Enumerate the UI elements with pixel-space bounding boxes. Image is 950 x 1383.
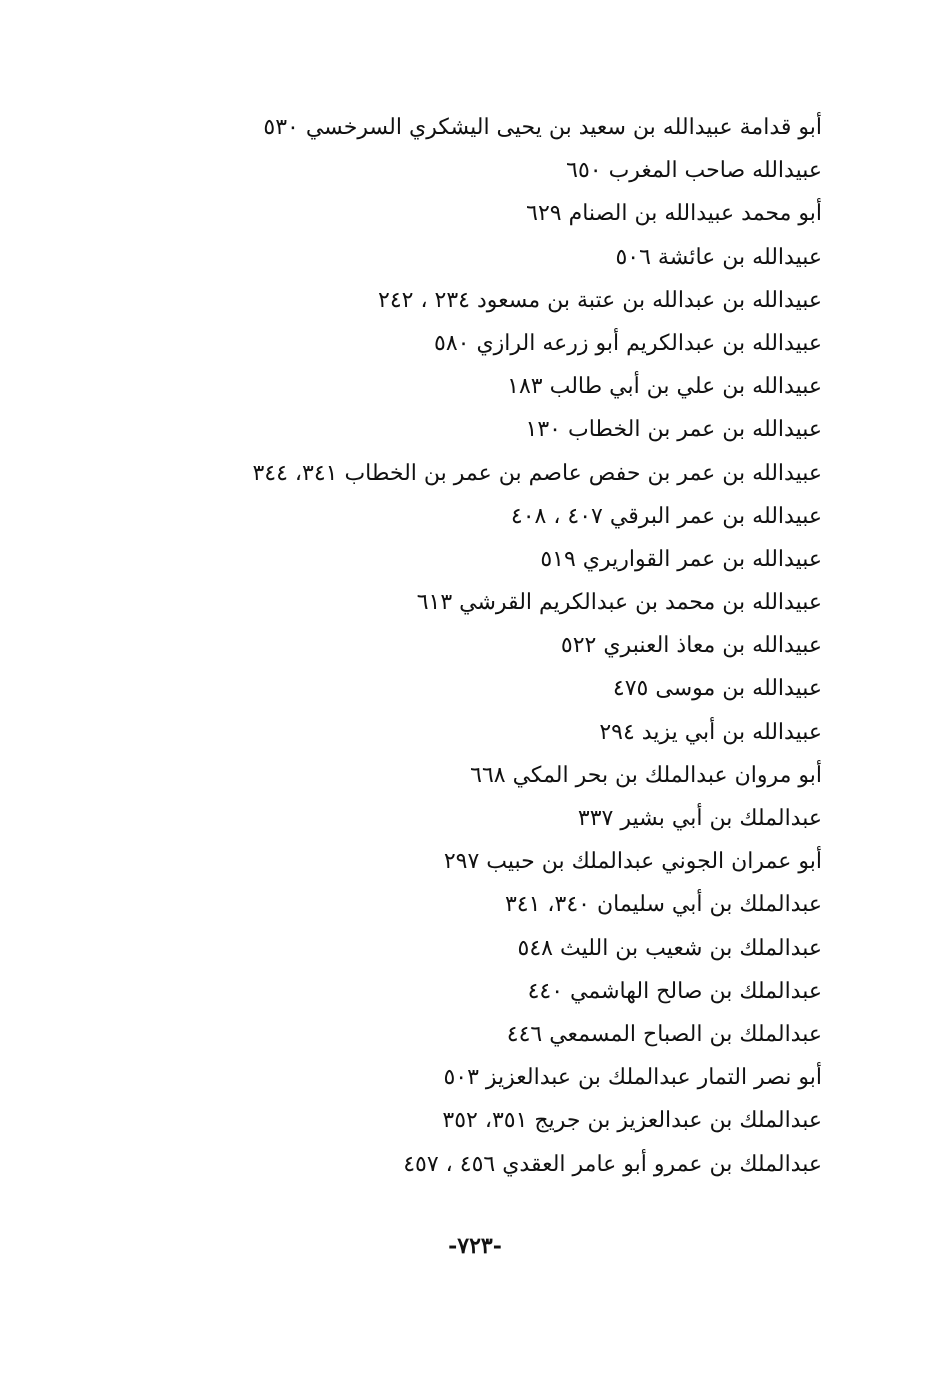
index-entry: أبو نصر التمار عبدالملك بن عبدالعزيز ٥٠٣ xyxy=(443,1065,822,1091)
index-entry: عبدالملك بن عمرو أبو عامر العقدي ٤٥٦ ، ٤٥٧ xyxy=(403,1151,822,1177)
index-entry: عبيدالله بن علي بن أبي طالب ١٨٣ xyxy=(507,374,822,400)
index-entry: عبيدالله بن محمد بن عبدالكريم القرشي ٦١٣ xyxy=(416,590,822,616)
index-entry: عبيدالله بن عبدالكريم أبو زرعه الرازي ٥٨٠ xyxy=(434,330,822,356)
name-index-list xyxy=(202,106,822,1186)
page-number: -٧٢٣- xyxy=(448,1233,502,1259)
index-entry: عبيدالله بن أبي يزيد ٢٩٤ xyxy=(599,719,822,745)
index-entry: أبو محمد عبيدالله بن الصنام ٦٢٩ xyxy=(526,201,822,227)
index-entry: عبدالملك بن شعيب بن الليث ٥٤٨ xyxy=(517,935,822,961)
index-entry: عبيدالله بن عبدالله بن عتبة بن مسعود ٢٣٤ ، ٢٤٢ xyxy=(378,287,822,313)
index-entry: عبيدالله بن عمر بن حفص عاصم بن عمر بن الخطاب ٣٤١، ٣٤٤ xyxy=(252,460,822,486)
index-entry: عبيدالله بن موسى ٤٧٥ xyxy=(612,676,822,702)
index-entry: عبيدالله بن عمر بن الخطاب ١٣٠ xyxy=(525,417,822,443)
index-entry: عبيدالله بن معاذ العنبري ٥٢٢ xyxy=(560,633,822,659)
index-entry: عبدالملك بن صالح الهاشمي ٤٤٠ xyxy=(527,978,822,1004)
index-entry: عبدالملك بن أبي بشير ٣٣٧ xyxy=(577,806,822,831)
index-entry: عبيدالله بن عائشة ٥٠٦ xyxy=(615,244,822,270)
index-entry: أبو عمران الجوني عبدالملك بن حبيب ٢٩٧ xyxy=(443,849,822,875)
index-entry: عبيدالله صاحب المغرب ٦٥٠ xyxy=(566,158,822,184)
index-entry: أبو قدامة عبيدالله بن سعيد بن يحيى اليشكري السرخسي ٥٣٠ xyxy=(263,115,822,140)
index-entry: عبيدالله بن عمر القواريري ٥١٩ xyxy=(540,546,822,572)
index-entry: عبدالملك بن أبي سليمان ٣٤٠، ٣٤١ xyxy=(504,892,822,918)
index-entry: عبدالملك بن عبدالعزيز بن جريج ٣٥١، ٣٥٢ xyxy=(442,1108,822,1134)
index-entry: أبو مروان عبدالملك بن بحر المكي ٦٦٨ xyxy=(470,762,822,788)
index-entry: عبيدالله بن عمر البرقي ٤٠٧ ، ٤٠٨ xyxy=(510,503,822,529)
index-entry: عبدالملك بن الصباح المسمعي ٤٤٦ xyxy=(506,1021,822,1047)
